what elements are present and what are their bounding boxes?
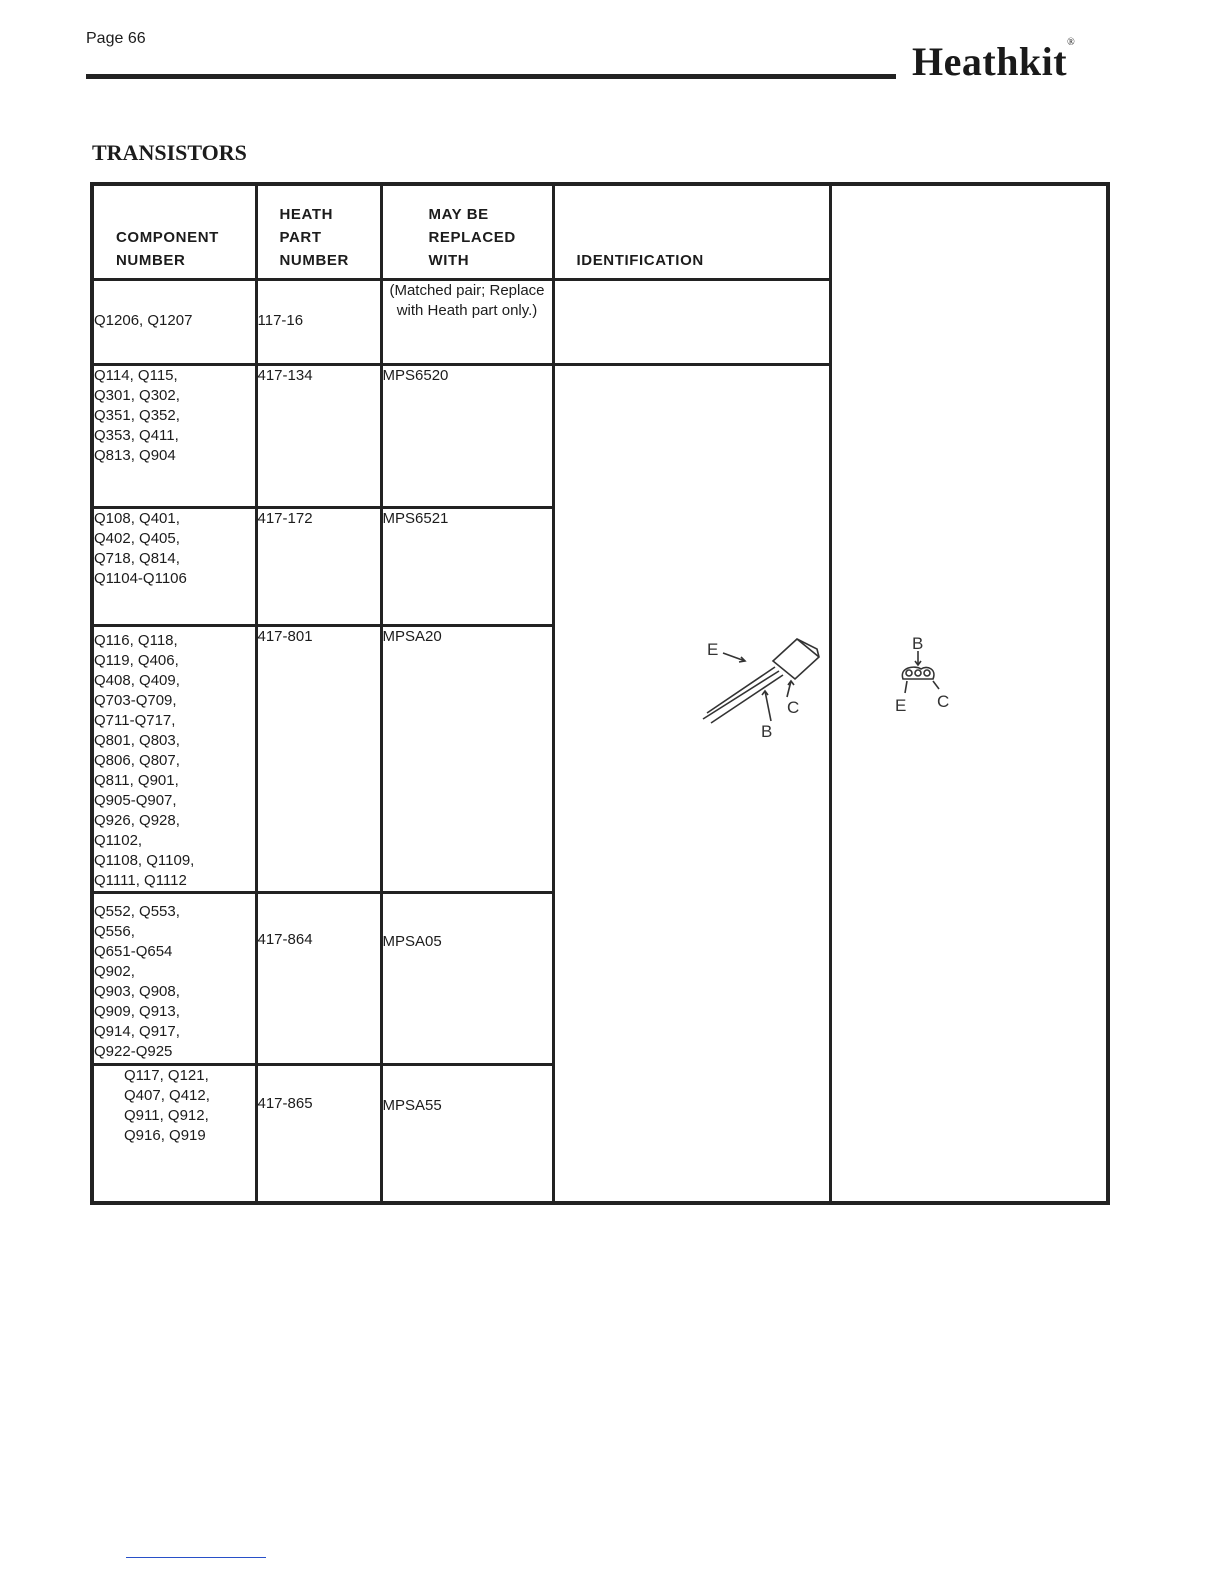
brand-name: Heathkit (912, 39, 1068, 84)
cell-part-number: 117-16 (256, 279, 381, 364)
bottom-label-collector: C (936, 691, 949, 711)
cell-replacement: MPS6521 (381, 507, 553, 625)
transistor-table (90, 182, 1110, 1205)
page-number: Page 66 (86, 30, 146, 47)
cell-replacement: MPSA20 (381, 625, 553, 892)
cell-identification-empty (553, 279, 831, 364)
cell-replacement: MPSA05 (381, 892, 553, 1064)
bottom-label-base: B (911, 633, 923, 653)
footer-line (126, 1557, 266, 1558)
cell-component: Q114, Q115, Q301, Q302, Q351, Q352, Q353, Q411, Q813, Q904 (92, 364, 256, 507)
cell-part-number: 417-134 (256, 364, 381, 507)
cell-identification-diagram (553, 364, 949, 1203)
cell-identification-blank (831, 1064, 1109, 1203)
cell-part-number: 417-865 (256, 1064, 381, 1203)
header-may-be-replaced-with: MAY BE REPLACED WITH (381, 184, 553, 279)
cell-component: Q1206, Q1207 (92, 279, 256, 364)
cell-part-number: 417-801 (256, 625, 381, 892)
cell-part-number: 417-864 (256, 892, 381, 1064)
header-component-number: COMPONENT NUMBER (92, 184, 256, 279)
header-heath-part-number: HEATH PART NUMBER (256, 184, 381, 279)
label-collector: C (786, 697, 799, 717)
table-header-row (92, 184, 1108, 279)
header-identification: IDENTIFICATION (553, 184, 831, 279)
cell-replacement: MPS6520 (381, 364, 553, 507)
cell-component: Q108, Q401, Q402, Q405, Q718, Q814, Q1104-Q1106 (92, 507, 256, 625)
cell-component: Q552, Q553, Q556, Q651-Q654 Q902, Q903, Q908, Q909, Q913, Q914, Q917, Q922-Q925 (92, 892, 256, 1064)
table-row (92, 364, 1108, 507)
section-title: TRANSISTORS (92, 140, 247, 165)
cell-replacement: MPSA55 (381, 1064, 553, 1203)
transistor-pinout-diagram (695, 631, 955, 741)
header-rule (86, 74, 896, 79)
cell-component: Q117, Q121, Q407, Q412, Q911, Q912, Q916, Q919 (92, 1064, 256, 1203)
cell-part-number: 417-172 (256, 507, 381, 625)
bottom-label-emitter: E (894, 695, 906, 715)
label-emitter: E (706, 639, 718, 659)
cell-component: Q116, Q118, Q119, Q406, Q408, Q409, Q703-Q709, Q711-Q717, Q801, Q803, Q806, Q807, Q811, Q901, Q905-Q907, Q926, Q928, Q1102, Q1108, Q1109, Q1111, Q1112 (92, 625, 256, 892)
brand-logo (912, 38, 1075, 85)
cell-replacement: (Matched pair; Replace with Heath part only.) (381, 279, 553, 364)
registered-mark: ® (1067, 36, 1076, 48)
table-row (92, 279, 1108, 364)
label-base: B (760, 721, 772, 741)
